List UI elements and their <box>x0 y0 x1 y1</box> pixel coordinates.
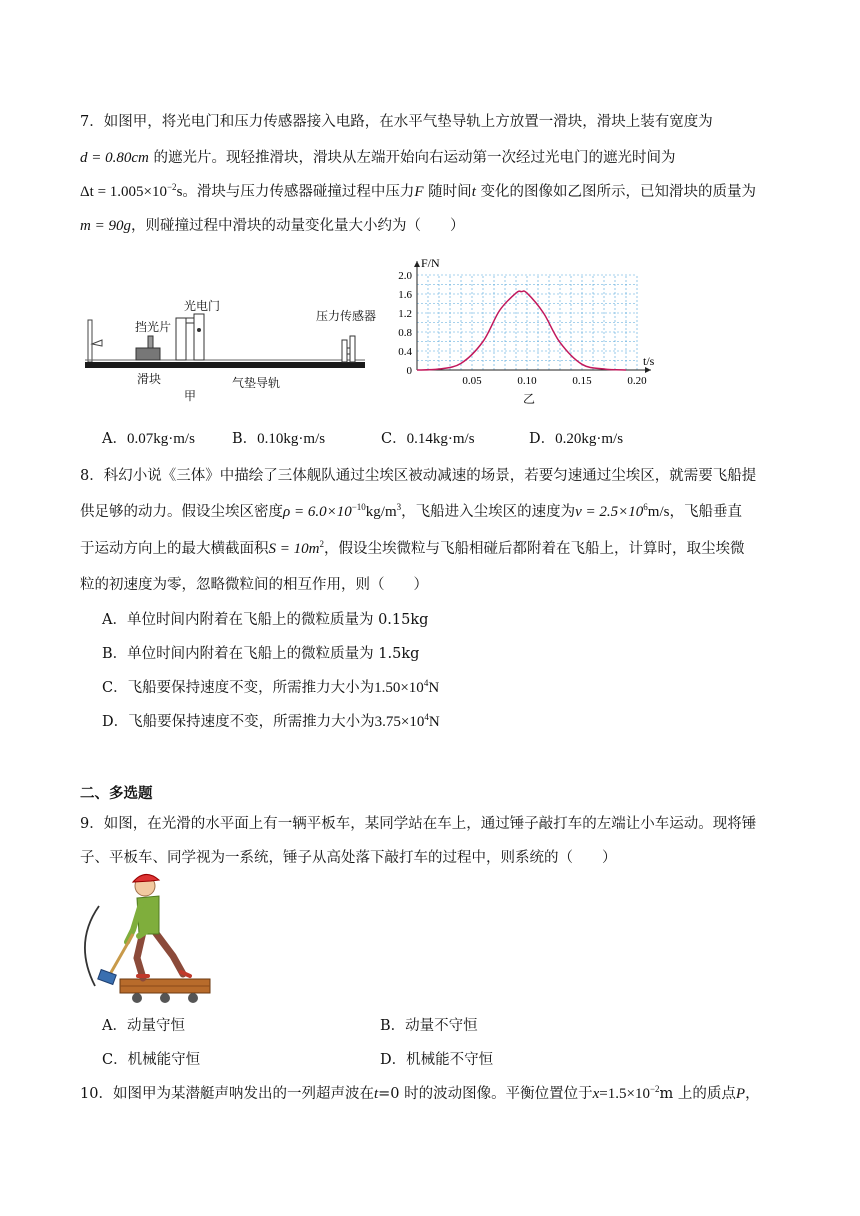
q7-line3 <box>80 180 756 201</box>
q9-option-d[interactable]: D．机械能不守恒 <box>380 1052 494 1068</box>
caption-yi: 乙 <box>523 392 536 406</box>
label-shading-plate: 挡光片 <box>135 320 172 334</box>
y-tick-label: 0 <box>406 365 412 377</box>
chart-grid <box>417 275 637 370</box>
figure-yi-force-time-chart <box>385 250 675 405</box>
pressure-sensor <box>342 340 347 362</box>
q8-line4: 粒的初速度为零，忽略微粒间的相互作用，则（ ） <box>80 577 428 593</box>
q7-option-c[interactable]: C．0.14kg·m/s <box>381 431 475 447</box>
y-tick-label: 1.6 <box>398 289 412 301</box>
q7-option-d[interactable]: D．0.20kg·m/s <box>529 431 624 447</box>
force-curve <box>417 291 626 370</box>
q7-line2 <box>80 146 675 167</box>
y-tick-label: 2.0 <box>398 270 412 282</box>
q7-line4: m = 90g，则碰撞过程中滑块的动量变化量大小约为（ ） <box>80 218 465 234</box>
label-air-track: 气垫导轨 <box>232 376 281 390</box>
q9-line2: 子、平板车、同学视为一系统，锤子从高处落下敲打车的过程中，则系统的（ ） <box>80 850 617 866</box>
q7-line3-text: 。滑块与压力传感器碰撞过程中压力F 随时间t 变化的图像如乙图所示，已知滑块的质量为 <box>182 184 756 200</box>
q10-line1: 10．如图甲为某潜艇声呐发出的一列超声波在t=0 时的波动图像。平衡位置位于$x=1.5\times 10^{-2}m$ 上的质点P， <box>80 1084 760 1102</box>
photogate-post-2 <box>194 314 204 360</box>
q7-line1: 7．如图甲，将光电门和压力传感器接入电路，在水平气垫导轨上方放置一滑块，滑块上装有宽度为 <box>80 114 713 130</box>
x-tick-label: 0.05 <box>462 375 482 387</box>
label-slider: 滑块 <box>137 372 162 386</box>
q7-m-expr: m = 90g <box>80 218 131 234</box>
q8-option-c[interactable]: C．飞船要保持速度不变，所需推力大小为$1.50\times 10^4N$ <box>102 678 440 696</box>
q7-d-expr: d = 0.80cm <box>80 150 149 166</box>
q7-dt-expr: $\Delta t = 1.005\times 10^{-2}s$ <box>80 182 183 200</box>
q8-option-b[interactable]: B．单位时间内附着在飞船上的微粒质量为 1.5kg <box>102 646 420 662</box>
q9-option-a[interactable]: A．动量守恒 <box>102 1018 185 1034</box>
x-tick-label: 0.15 <box>572 375 592 387</box>
q9-option-b[interactable]: B．动量不守恒 <box>380 1018 478 1034</box>
swing-arc <box>85 906 99 986</box>
hammer-handle <box>109 934 133 976</box>
q8-option-d[interactable]: D．飞船要保持速度不变，所需推力大小为$3.75\times 10^4N$ <box>102 712 440 730</box>
slider-block <box>136 348 160 360</box>
q8-line3: 于运动方向上的最大横截面积$S = 10m^2$，假设尘埃微粒与飞船相碰后都附着在飞船上，计算时，取尘埃微 <box>80 539 745 557</box>
x-tick-label: 0.20 <box>627 375 647 387</box>
q8-line1: 8．科幻小说《三体》中描绘了三体舰队通过尘埃区被动减速的场景，若要匀速通过尘埃区，就需要飞船提 <box>80 468 757 484</box>
y-axis-arrow <box>414 261 420 267</box>
y-axis-label: F/N <box>421 256 440 270</box>
x-axis-label: t/s <box>643 354 655 368</box>
q7-option-b[interactable]: B．0.10kg·m/s <box>232 431 326 447</box>
cart-wheel <box>132 993 142 1003</box>
label-photogate: 光电门 <box>184 299 221 313</box>
boy-leg <box>137 932 143 978</box>
y-tick-label: 0.8 <box>398 327 412 339</box>
left-clip <box>92 340 102 346</box>
air-track <box>85 362 365 368</box>
hammer-head <box>98 970 116 985</box>
y-tick-label: 1.2 <box>398 308 412 320</box>
q7-line2-text: 的遮光片。现轻推滑块，滑块从左端开始向右运动第一次经过光电门的遮光时间为 <box>148 150 676 166</box>
x-tick-label: 0.10 <box>517 375 537 387</box>
chart-axes <box>414 261 651 373</box>
section-title-multi-choice: 二、多选题 <box>80 785 153 802</box>
q8-option-a[interactable]: A．单位时间内附着在飞船上的微粒质量为 0.15kg <box>102 612 429 628</box>
q7-option-a[interactable]: A．0.07kg·m/s <box>102 431 195 447</box>
shading-plate <box>148 336 153 348</box>
left-end-stop <box>88 320 92 362</box>
caption-jia: 甲 <box>184 389 197 403</box>
photogate-post <box>176 318 186 360</box>
figure-boy-hammer-cart <box>75 868 220 1008</box>
q9-option-c[interactable]: C．机械能守恒 <box>102 1052 201 1068</box>
q9-line1: 9．如图，在光滑的水平面上有一辆平板车，某同学站在车上，通过锤子敲打车的左端让小车运动。现将锤 <box>80 816 757 832</box>
boy-cap <box>133 874 159 882</box>
q8-line2: 供足够的动力。假设尘埃区密度$\rho = 6.0\times 10^{-10}kg/m^3$，飞船进入尘埃区的速度为$v = 2.5\times 10^6m/s$，飞船垂直 <box>80 502 742 520</box>
label-pressure-sensor: 压力传感器 <box>316 309 377 323</box>
y-tick-label: 0.4 <box>398 346 412 358</box>
